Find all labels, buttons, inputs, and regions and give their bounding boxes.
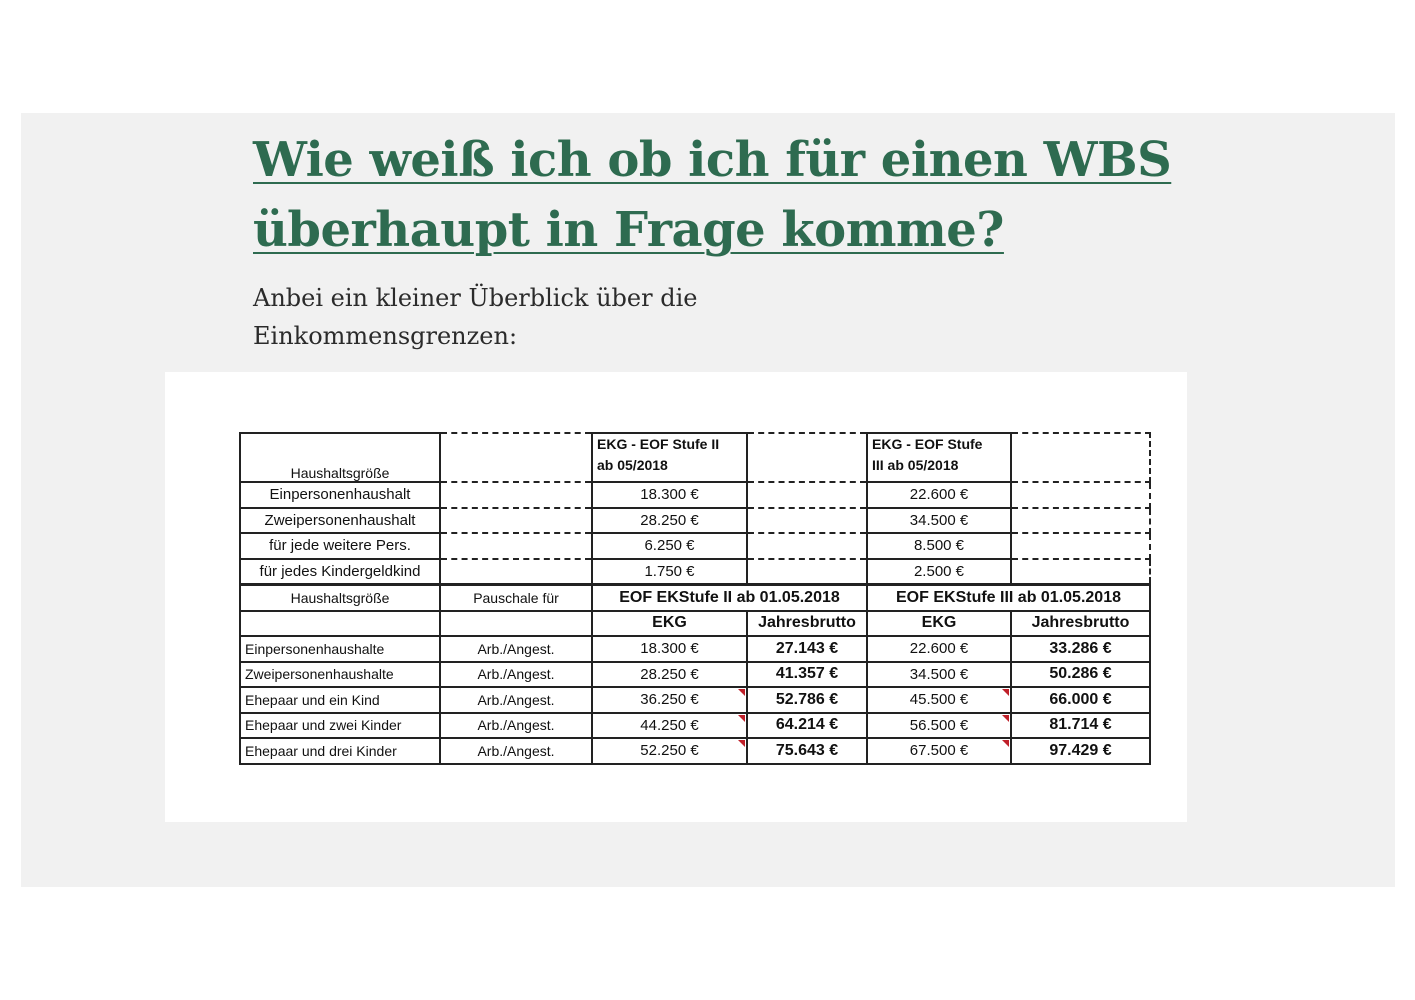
stufe2-header-line-1: EKG - EOF Stufe II xyxy=(597,436,720,452)
income-limits-card xyxy=(165,372,1187,822)
table-row xyxy=(240,738,1150,764)
table-row xyxy=(240,636,1150,662)
ekg2-value: 52.250 € xyxy=(640,742,699,760)
brutto2-cell: 64.214 € xyxy=(747,713,867,739)
lower-subheader-row xyxy=(240,611,1150,637)
household-label: Einpersonenhaushalte xyxy=(240,636,440,662)
brutto-subheader: Jahresbrutto xyxy=(747,611,867,637)
ekg3-cell xyxy=(867,738,1011,764)
ekg-subheader: EKG xyxy=(592,611,747,637)
empty-cell xyxy=(440,559,592,585)
lower-col1-header: Haushaltsgröße xyxy=(240,585,440,611)
empty-cell xyxy=(1011,482,1150,508)
empty-cell xyxy=(440,533,592,559)
brutto2-cell: 41.357 € xyxy=(747,662,867,688)
empty-cell xyxy=(1011,508,1150,534)
table-row xyxy=(240,687,1150,713)
upper-header-row xyxy=(240,433,1150,482)
subtitle-line-2: Einkommensgrenzen: xyxy=(253,322,518,350)
ekg2-cell xyxy=(592,713,747,739)
empty-cell xyxy=(1011,533,1150,559)
ekg3-value: 56.500 € xyxy=(909,716,969,734)
empty-cell xyxy=(440,433,592,482)
empty-cell xyxy=(747,559,867,585)
ekg3-cell xyxy=(867,713,1011,739)
upper-col-header: Haushaltsgröße xyxy=(240,433,440,482)
brutto2-cell: 52.786 € xyxy=(747,687,867,713)
comment-marker-icon xyxy=(738,689,745,696)
ekg2-cell: 18.300 € xyxy=(592,636,747,662)
pauschale-cell: Arb./Angest. xyxy=(440,713,592,739)
ekg-subheader: EKG xyxy=(867,611,1011,637)
pauschale-cell: Arb./Angest. xyxy=(440,636,592,662)
empty-cell xyxy=(747,508,867,534)
ekg2-cell xyxy=(592,738,747,764)
empty-cell xyxy=(747,433,867,482)
ekg2-value: 36.250 € xyxy=(640,691,699,709)
ekg3-cell: 22.600 € xyxy=(867,636,1011,662)
empty-cell xyxy=(440,482,592,508)
brutto3-cell: 50.286 € xyxy=(1011,662,1150,688)
empty-cell xyxy=(747,533,867,559)
empty-cell xyxy=(440,508,592,534)
stufe3-header-line-1: EKG - EOF Stufe xyxy=(872,436,983,452)
empty-cell xyxy=(440,611,592,637)
pauschale-cell: Arb./Angest. xyxy=(440,687,592,713)
household-label: Ehepaar und ein Kind xyxy=(240,687,440,713)
brutto-subheader: Jahresbrutto xyxy=(1011,611,1150,637)
upper-row-label: für jedes Kindergeldkind xyxy=(240,559,440,585)
upper-row-label: Einpersonenhaushalt xyxy=(240,482,440,508)
comment-marker-icon xyxy=(738,715,745,722)
stufe3-group-header: EOF EKStufe III ab 01.05.2018 xyxy=(867,585,1150,611)
ekg2-cell xyxy=(592,687,747,713)
empty-cell xyxy=(240,611,440,637)
pauschale-cell: Arb./Angest. xyxy=(440,662,592,688)
brutto3-cell: 97.429 € xyxy=(1011,738,1150,764)
title-line-1: Wie weiß ich ob ich für einen WBS xyxy=(253,132,1172,188)
empty-cell xyxy=(1011,559,1150,585)
income-limits-table xyxy=(239,432,1151,765)
slide xyxy=(21,113,1395,887)
subtitle-line-1: Anbei ein kleiner Überblick über die xyxy=(253,284,698,312)
upper-stufe3-value: 34.500 € xyxy=(867,508,1011,534)
brutto3-cell: 66.000 € xyxy=(1011,687,1150,713)
page-title xyxy=(253,125,1171,265)
upper-row xyxy=(240,533,1150,559)
empty-cell xyxy=(747,482,867,508)
upper-stufe2-value: 1.750 € xyxy=(592,559,747,585)
pauschale-cell: Arb./Angest. xyxy=(440,738,592,764)
stufe2-header xyxy=(592,433,747,482)
comment-marker-icon xyxy=(1002,740,1009,747)
stufe3-header xyxy=(867,433,1011,482)
comment-marker-icon xyxy=(1002,689,1009,696)
ekg3-value: 45.500 € xyxy=(909,691,969,709)
upper-stufe2-value: 28.250 € xyxy=(592,508,747,534)
ekg2-value: 44.250 € xyxy=(640,716,699,734)
brutto3-cell: 81.714 € xyxy=(1011,713,1150,739)
household-label: Ehepaar und drei Kinder xyxy=(240,738,440,764)
ekg3-cell: 34.500 € xyxy=(867,662,1011,688)
upper-stufe2-value: 6.250 € xyxy=(592,533,747,559)
empty-cell xyxy=(1011,433,1150,482)
upper-row xyxy=(240,559,1150,585)
ekg3-value: 67.500 € xyxy=(909,742,969,760)
lower-col2-header: Pauschale für xyxy=(440,585,592,611)
ekg2-cell: 28.250 € xyxy=(592,662,747,688)
brutto2-cell: 75.643 € xyxy=(747,738,867,764)
title-line-2: überhaupt in Frage komme? xyxy=(253,202,1004,258)
household-label: Zweipersonenhaushalte xyxy=(240,662,440,688)
stufe3-header-line-2: III ab 05/2018 xyxy=(872,457,959,473)
upper-stufe3-value: 8.500 € xyxy=(867,533,1011,559)
upper-row xyxy=(240,508,1150,534)
brutto2-cell: 27.143 € xyxy=(747,636,867,662)
brutto3-cell: 33.286 € xyxy=(1011,636,1150,662)
upper-stufe2-value: 18.300 € xyxy=(592,482,747,508)
upper-row-label: für jede weitere Pers. xyxy=(240,533,440,559)
table-row xyxy=(240,713,1150,739)
subtitle xyxy=(253,279,697,355)
upper-row-label: Zweipersonenhaushalt xyxy=(240,508,440,534)
household-label: Ehepaar und zwei Kinder xyxy=(240,713,440,739)
stufe2-header-line-2: ab 05/2018 xyxy=(597,457,668,473)
comment-marker-icon xyxy=(738,740,745,747)
comment-marker-icon xyxy=(1002,715,1009,722)
table-row xyxy=(240,662,1150,688)
ekg3-cell xyxy=(867,687,1011,713)
upper-row xyxy=(240,482,1150,508)
upper-stufe3-value: 2.500 € xyxy=(867,559,1011,585)
upper-stufe3-value: 22.600 € xyxy=(867,482,1011,508)
lower-group-header-row xyxy=(240,585,1150,611)
stufe2-group-header: EOF EKStufe II ab 01.05.2018 xyxy=(592,585,867,611)
